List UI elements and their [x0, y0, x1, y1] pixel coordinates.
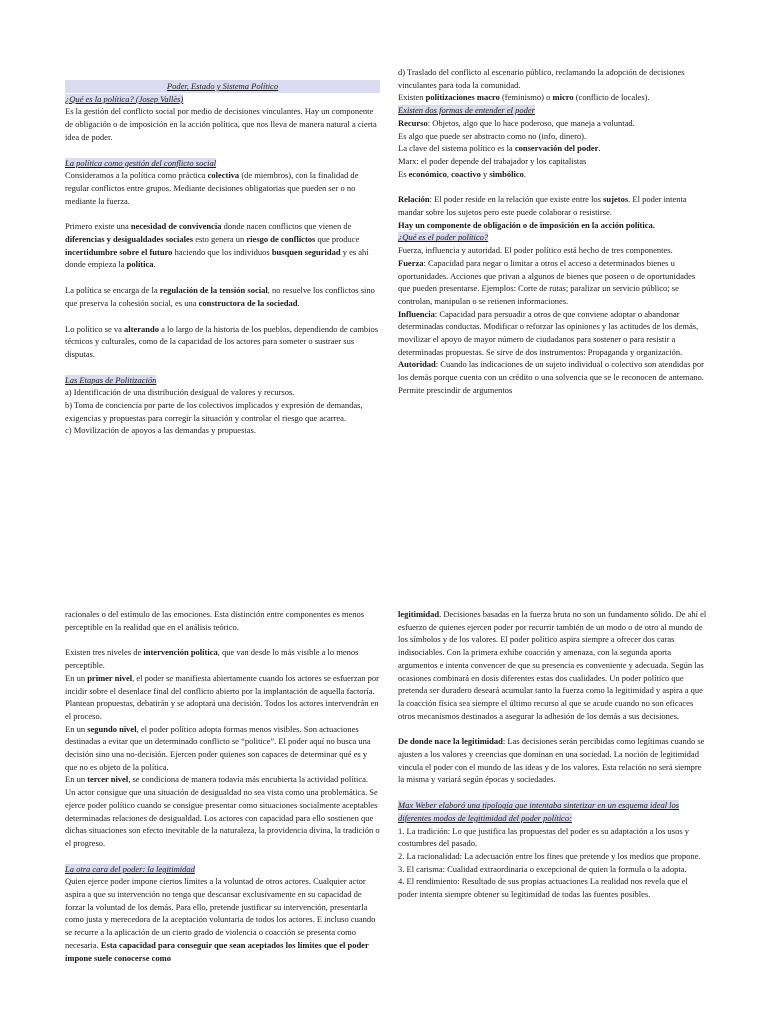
paragraph-componente-obligacion: Hay un componente de obligación o de imposición en la acción política.: [398, 219, 655, 230]
heading-formas-poder: Existen dos formas de entender el poder: [398, 105, 535, 116]
paragraph-donde-nace: De donde nace la legitimidad: Las decisiones serán percibidas como legítimas cuando se ajusten a los valores y creencias que dominan en una sociedad. La noción de legitimidad vincula el poder con el mundo de las ideas y de los valores. Esta relación no será siempre la misma y variará según épocas y sociedades.: [398, 736, 705, 785]
paragraph-autoridad: Autoridad: Cuando las indicaciones de un sujeto individual o colectivo son atendidas por los demás porque cuenta con un crédito o una solvencia que se le reconocen de antemano. Permite prescindir de argumentos: [398, 359, 704, 395]
list-item-racionalidad: 2. La racionalidad: La adecuación entre los fines que pretende y los medios que propone.: [398, 850, 701, 861]
paragraph-abstracto: Es algo que puede ser abstracto como no (info, dinero).: [398, 130, 587, 141]
list-item-c: c) Movilización de apoyos a las demandas y propuestas.: [65, 425, 256, 436]
list-item-carisma: 3. El carisma: Cualidad extraordinaria o excepcional de quien la formula o la adopta.: [398, 863, 687, 874]
top-left-column: [65, 80, 380, 437]
paragraph-primer-nivel: En un primer nivel, el poder se manifiesta abiertamente cuando los actores se esfuerzan por incidir sobre el desenlace final del conflicto abierto por la implantación de aquella factoría. Plantean propuestas, debatirán y se adoptará una decisión. Todos los actores intervendrán en el proceso.: [65, 672, 380, 721]
paragraph-tercer-nivel: En un tercer nivel, se condiciona de manera todavía más encubierta la actividad política. Un actor consigue que una situación de desigualdad no sea vista como una problemática. Se ejerce poder político cuando se consigue presentar como situaciones socialmente aceptables determinadas relaciones de desigualdad. Los actores con capacidad para ello sostienen que dichas situaciones son efecto inevitable de la naturaleza, la providencia divina, la tradición o el progreso.: [65, 774, 380, 848]
heading-gestion-conflicto: La política como gestión del conflicto social: [65, 157, 217, 168]
paragraph-racionales: racionales o del estímulo de las emociones. Esta distinción entre componentes es menos perceptible en la realidad que en el análisis teórico.: [65, 609, 365, 632]
heading-que-es-la-politica: ¿Qué es la política? (Josep Vallès): [65, 93, 184, 104]
heading-otra-cara-poder: La otra cara del poder: la legitimidad: [65, 863, 195, 874]
paragraph-regulacion-tension: La política se encarga de la regulación de la tensión social, no resuelve los conflictos sino que preserva la cohesión social, es una constructora de la sociedad.: [65, 285, 375, 308]
paragraph-economico: Es económico, coactivo y simbólico.: [398, 168, 526, 179]
heading-poder-politico: ¿Qué es el poder político?: [398, 232, 489, 243]
document-title: Poder, Estado y Sistema Político: [65, 80, 380, 93]
top-right-column: [398, 66, 708, 397]
list-item-tradicion: 1. La tradición: Lo que justifica las propuestas del poder es su adaptación a los usos y costumbres del pasado.: [398, 825, 690, 849]
paragraph-recurso: Recurso: Objetos, algo que lo hace poderoso, que maneja a voluntad.: [398, 117, 635, 128]
paragraph-relacion: Relación: El poder reside en la relación que existe entre los sujetos. El poder intenta mandar sobre los sujetos pero este puede colaborar o resistirse.: [398, 194, 687, 218]
paragraph-fuerza: Fuerza: Capacidad para negar o limitar a otros el acceso a determinados bienes u oportunidades. Acciones que privan a algunos de bienes que poseen o de oportunidades que pueden presentarse. Ejemplos: Corte de rutas; paralizar un servicio público; se controlan, manipulan o se retienen informaciones.: [398, 257, 696, 306]
paragraph-segundo-nivel: En un segundo nivel, el poder político adopta formas menos visibles. Son actuaciones destinadas a evitar que un determinado conflicto se “politice”. El poder aquí no busca una decisión sino una no-decisión. Ejercen poder quienes son capaces de determinar qué es y que no es objeto de la política.: [65, 723, 371, 772]
paragraph-legitimidad: legitimidad. Decisiones basadas en la fuerza bruta no son un fundamento sólido. De ahí el esfuerzo de quienes ejercen poder por recurrir también de un modo o de otro al mundo de los símbolos y de los valores. El poder político aspira siempre a ofrecer dos caras indisociables. Con la primera exhibe coacción y amenaza, con la segunda aporta argumentos e intenta convencer de que su presencia es conveniente y adecuada. Según las ocasiones combinará en dosis diferentes estas dos cualidades. Un poder político que pretenda ser duradero deseará acumular tanto la fuerza como la legitimidad y aspira a que la coacción física sea siempre el último recurso al que se acude cuando no son eficaces otros mecanismos destinados a asegurar la adhesión de los demás a sus decisiones.: [398, 609, 707, 721]
paragraph-necesidad-convivencia: Primero existe una necesidad de convivencia donde nacen conflictos que vienen de diferencias y desigualdades sociales esto genera un riesgo de conflictos que produce incertidumbre sobre el futuro haciendo que los individuos busquen seguridad y es ahí donde empieza la política.: [65, 221, 369, 270]
list-item-rendimiento: 4. El rendimiento: Resultado de sus propias actuaciones La realidad nos revela que el poder intenta siempre obtener su legitimidad de todas las fuentes posibles.: [398, 876, 688, 900]
paragraph-conservacion: La clave del sistema político es la conservación del poder.: [398, 143, 601, 154]
paragraph-alterando: Lo político se va alterando a lo largo de la historia de los pueblos, dependiendo de cambios técnicos y culturales, como de la capacidad de los actores para someter o sustraer sus disputas.: [65, 323, 379, 359]
list-item-d: d) Traslado del conflicto al escenario público, reclamando la adopción de decisiones vinculantes para toda la comunidad.: [398, 67, 685, 90]
paragraph-marx: Marx: el poder depende del trabajador y los capitalistas: [398, 155, 587, 166]
list-item-a: a) Identificación de una distribución desigual de valores y recursos.: [65, 387, 295, 398]
page-break: [0, 512, 768, 513]
bottom-right-column: [398, 608, 708, 901]
bottom-left-column: [65, 608, 380, 964]
paragraph-tres-niveles: Existen tres niveles de intervención política, que van desde lo más visible a lo menos perceptible.: [65, 647, 359, 671]
paragraph-influencia: Influencia: Capacidad para persuadir a otros de que conviene adoptar o abandonar determinadas conductas. Modificar o reforzar las opiniones y las actitudes de los demás, movilizar el apoyo de mayor número de ciudadanos para sostener o para resistir a determinadas propuestas. Se sirve de dos instrumentos: Propaganda y organización.: [398, 308, 699, 357]
list-item-b: b) Toma de conciencia por parte de los colectivos implicados y expresión de demandas, exigencias y propuestas para corregir la situación y controlar el riesgo que acarrea.: [65, 400, 363, 423]
heading-max-weber: Max Weber elaboró una tipología que intentaba sintetizar en un esquema ideal los diferentes modos de legitimidad del poder político:: [398, 800, 680, 823]
paragraph-politizaciones: Existen politizaciones macro (feminismo) o micro (conflicto de locales).: [398, 92, 650, 103]
paragraph-practica-colectiva: Consideramos a la política como práctica colectiva (de miembros), con la finalidad de regular conflictos entre grupos. Mediante decisiones obligatorias que pueden ser o no mediante la fuerza.: [65, 170, 359, 206]
paragraph-definicion: Es la gestión del conflicto social por medio de decisiones vinculantes. Hay un componente de obligación o de imposición en la acción política, que nos lleva de manera natural a cierta idea de poder.: [65, 106, 377, 142]
paragraph-componentes: Fuerza, influencia y autoridad. El poder político está hecho de tres componentes.: [398, 245, 673, 256]
paragraph-limites: Quien ejerce poder impone ciertos límites a la voluntad de otros actores. Cualquier actor aspira a que su intervención no tenga que descansar exclusivamente en su capacidad de forzar la voluntad de los demás. Para ello, pretende justificar su intervención, presentarla como justa y merecedora de la aceptación voluntaria de todos los actores. E incluso cuando se recurre a la aplicación de un cierto grado de violencia o coacción se presenta como necesaria. Esta capacidad para conseguir que sean aceptados los límites que el poder impone suele conocerse como: [65, 876, 376, 963]
heading-etapas-politizacion: Las Etapas de Politización: [65, 374, 157, 385]
